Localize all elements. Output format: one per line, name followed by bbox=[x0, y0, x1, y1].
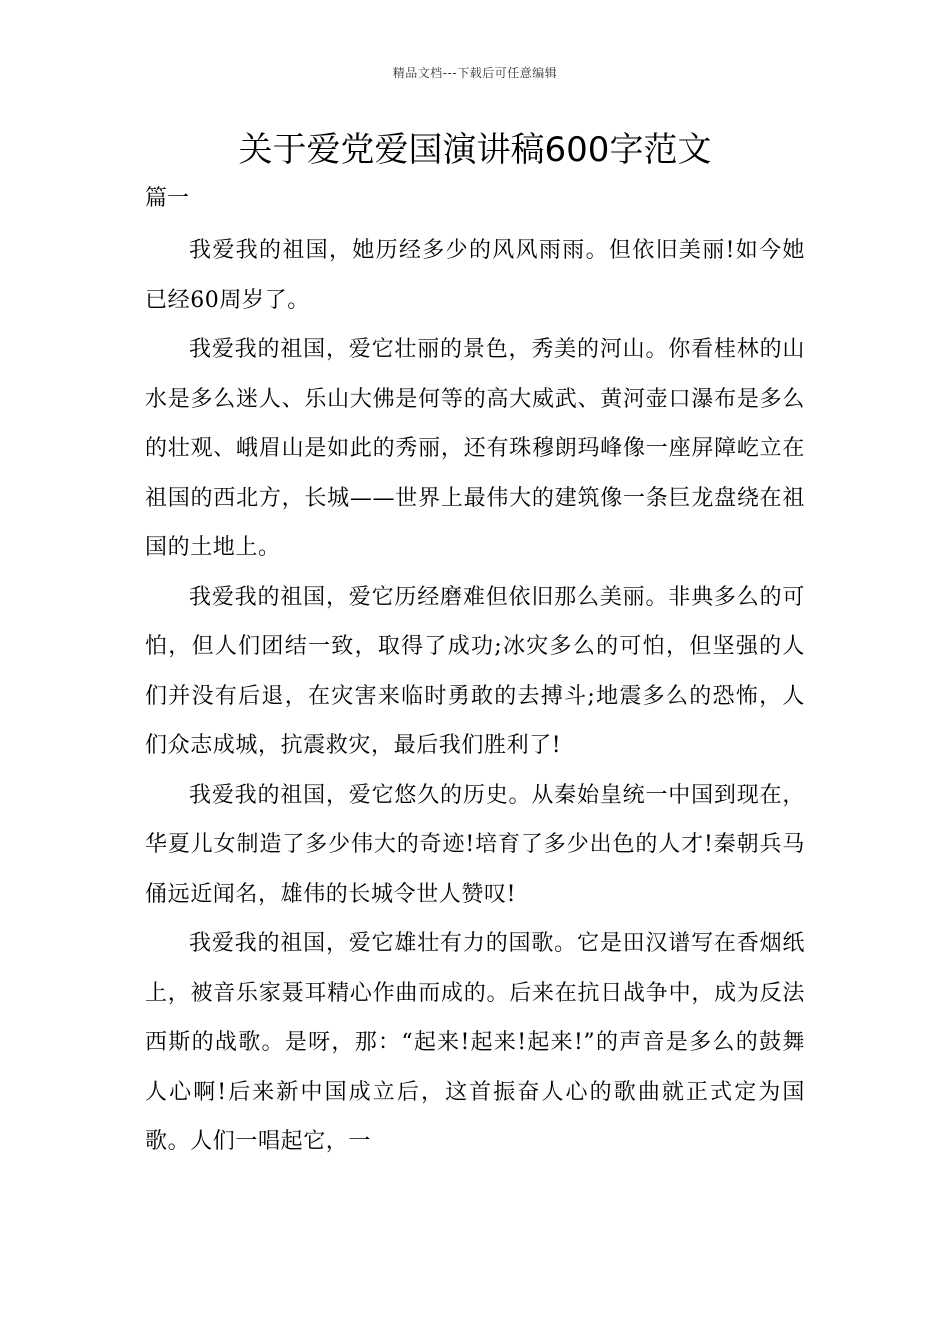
paragraph: 我爱我的祖国，爱它雄壮有力的国歌。它是田汉谱写在香烟纸上，被音乐家聂耳精心作曲而成的。后来在抗日战争中，成为反法西斯的战歌。是呀，那：“起来!起来!起来!”的声音是多么的鼓舞人心啊!后来新中国成立后，这首振奋人心的歌曲就正式定为国歌。人们一唱起它，一 bbox=[145, 931, 805, 1154]
section-label: 篇一 bbox=[145, 186, 190, 211]
paragraph: 我爱我的祖国，爱它悠久的历史。从秦始皇统一中国到现在，华夏儿女制造了多少伟大的奇迹!培育了多少出色的人才!秦朝兵马俑远近闻名，雄伟的长城令世人赞叹! bbox=[145, 782, 805, 907]
paragraph: 我爱我的祖国，爱它壮丽的景色，秀美的河山。你看桂林的山水是多么迷人、乐山大佛是何等的高大威武、黄河壶口瀑布是多么的壮观、峨眉山是如此的秀丽，还有珠穆朗玛峰像一座屏障屹立在祖国的西北方，长城——世界上最伟大的建筑像一条巨龙盘绕在祖国的土地上。 bbox=[145, 337, 805, 560]
paragraph: 我爱我的祖国，爱它历经磨难但依旧那么美丽。非典多么的可怕，但人们团结一致，取得了成功;冰灾多么的可怕，但坚强的人们并没有后退，在灾害来临时勇敢的去搏斗;地震多么的恐怖，人们众志成城，抗震救灾，最后我们胜利了! bbox=[145, 584, 805, 758]
document-body bbox=[145, 226, 805, 1167]
document-title: 关于爱党爱国演讲稿600字范文 bbox=[238, 130, 712, 170]
paragraph: 我爱我的祖国，她历经多少的风风雨雨。但依旧美丽!如今她已经60周岁了。 bbox=[145, 238, 805, 313]
header-note: 精品文档---下载后可任意编辑 bbox=[392, 66, 558, 80]
